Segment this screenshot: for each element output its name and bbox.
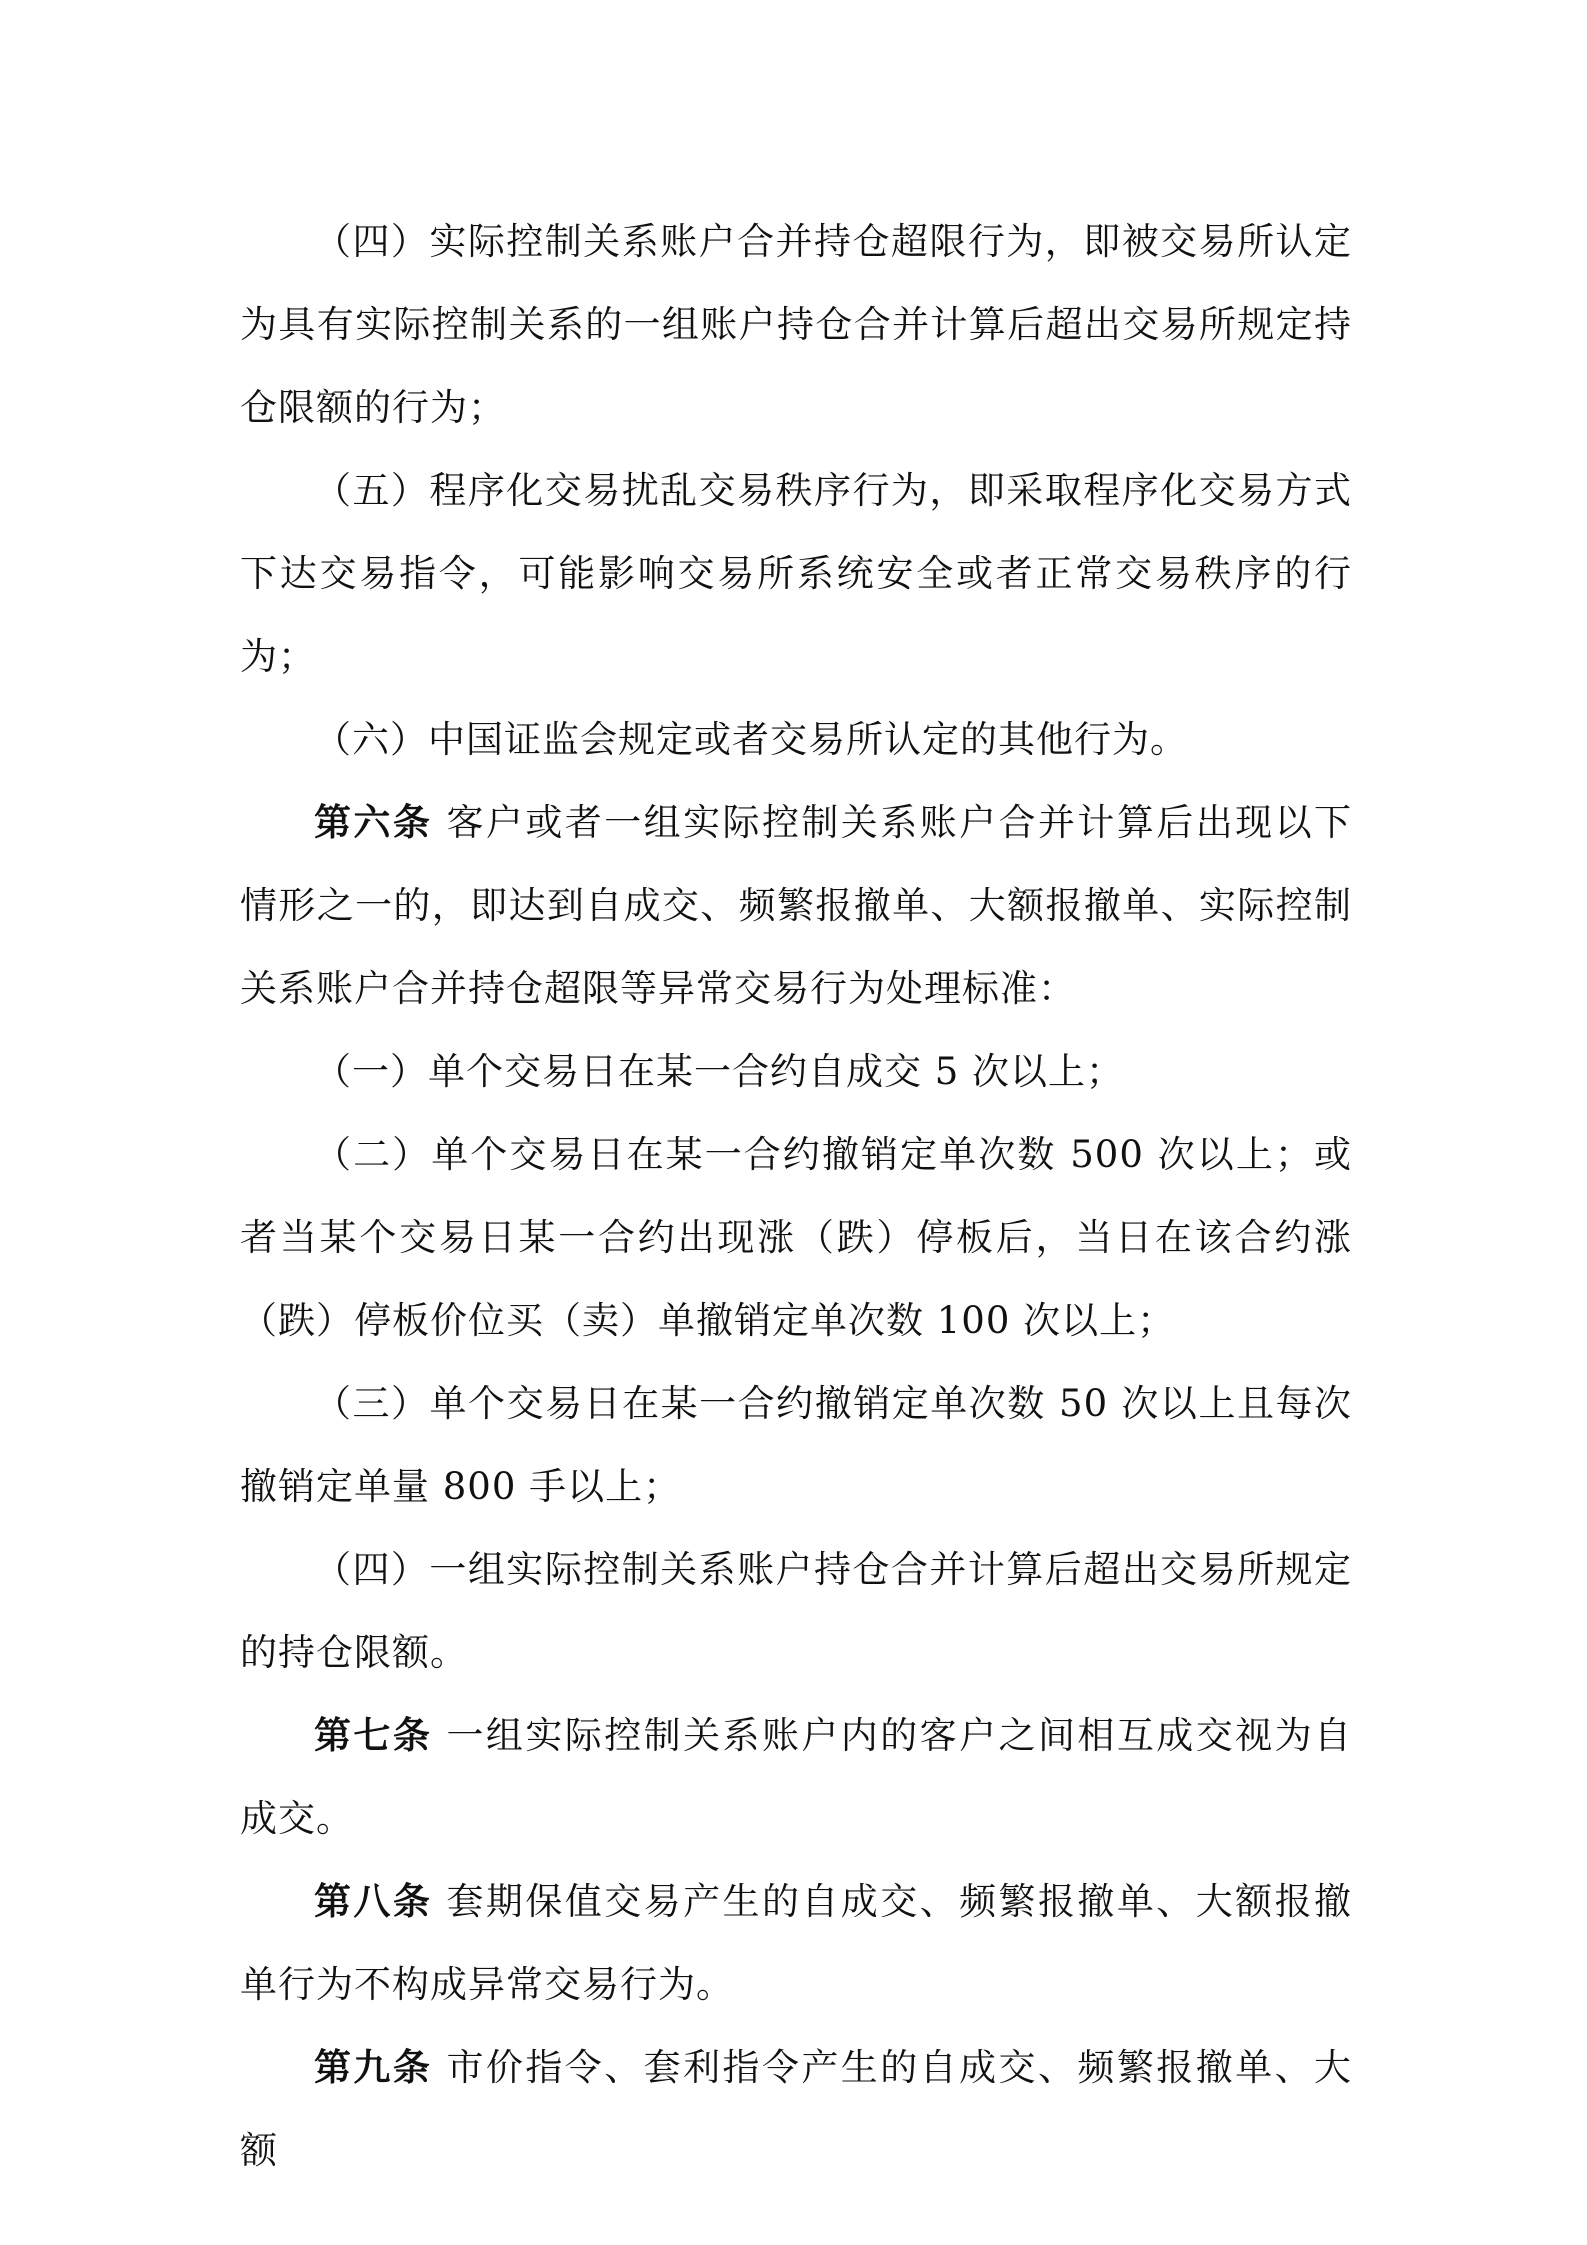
article-6-item-4 xyxy=(240,1528,1352,1694)
paragraph-text: （五）程序化交易扰乱交易秩序行为，即采取程序化交易方式下达交易指令，可能影响交易所系统安全或者正常交易秩序的行为； xyxy=(240,469,1352,678)
article-number: 第六条 xyxy=(314,801,433,844)
clause-6-paragraph xyxy=(240,698,1352,781)
article-9-paragraph xyxy=(240,2026,1352,2192)
clause-5-paragraph xyxy=(240,449,1352,698)
article-6-item-1 xyxy=(240,1030,1352,1113)
paragraph-text: （四）实际控制关系账户合并持仓超限行为，即被交易所认定为具有实际控制关系的一组账户持仓合并计算后超出交易所规定持仓限额的行为； xyxy=(240,220,1352,429)
paragraph-text: 市价指令、套利指令产生的自成交、频繁报撤单、大额 xyxy=(240,2046,1352,2172)
paragraph-text: 一组实际控制关系账户内的客户之间相互成交视为自成交。 xyxy=(240,1714,1352,1840)
document-body xyxy=(240,200,1352,2192)
paragraph-text: （一）单个交易日在某一合约自成交 5 次以上； xyxy=(314,1050,1125,1093)
article-number: 第八条 xyxy=(314,1880,433,1923)
clause-4-paragraph xyxy=(240,200,1352,449)
article-7-paragraph xyxy=(240,1694,1352,1860)
paragraph-text: 套期保值交易产生的自成交、频繁报撤单、大额报撤单行为不构成异常交易行为。 xyxy=(240,1880,1352,2006)
paragraph-text: （二）单个交易日在某一合约撤销定单次数 500 次以上；或者当某个交易日某一合约出现涨（跌）停板后，当日在该合约涨（跌）停板价位买（卖）单撤销定单次数 100 次以上； xyxy=(240,1133,1352,1342)
article-number: 第七条 xyxy=(314,1714,433,1757)
article-6-item-2 xyxy=(240,1113,1352,1362)
paragraph-text: （三）单个交易日在某一合约撤销定单次数 50 次以上且每次撤销定单量 800 手以上； xyxy=(240,1382,1352,1508)
paragraph-text: （四）一组实际控制关系账户持仓合并计算后超出交易所规定的持仓限额。 xyxy=(240,1548,1352,1674)
paragraph-text: 客户或者一组实际控制关系账户合并计算后出现以下情形之一的，即达到自成交、频繁报撤单、大额报撤单、实际控制关系账户合并持仓超限等异常交易行为处理标准： xyxy=(240,801,1352,1010)
article-6-paragraph xyxy=(240,781,1352,1030)
paragraph-text: （六）中国证监会规定或者交易所认定的其他行为。 xyxy=(314,718,1188,761)
article-number: 第九条 xyxy=(314,2046,433,2089)
article-6-item-3 xyxy=(240,1362,1352,1528)
article-8-paragraph xyxy=(240,1860,1352,2026)
